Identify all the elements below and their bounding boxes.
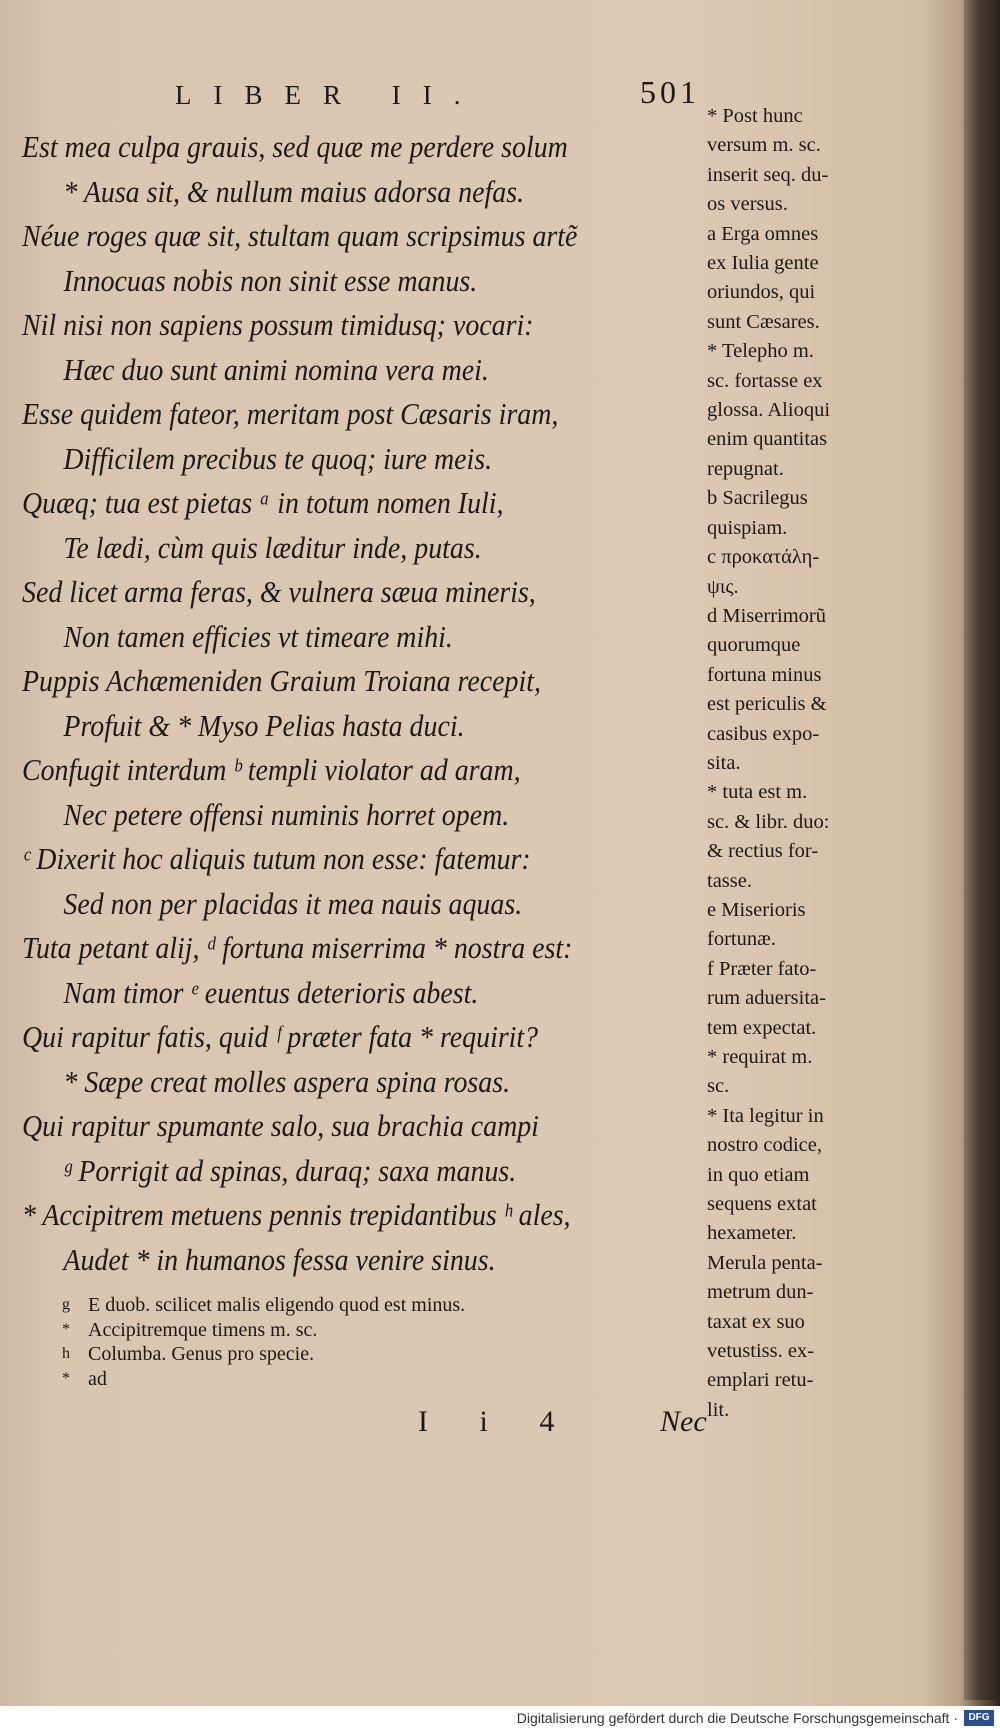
verse-block xyxy=(22,125,643,1282)
marginal-note-line: * Post hunc xyxy=(707,105,803,127)
footnotes xyxy=(62,1293,662,1391)
marginal-note-line: d Miserrimorũ xyxy=(707,604,826,627)
marginal-note-line: repugnat. xyxy=(707,457,784,480)
marginal-note-line: f Præter fato- xyxy=(707,957,817,980)
marginal-note-line: sunt Cæsares. xyxy=(707,310,820,333)
catchword: Nec xyxy=(660,1405,707,1438)
verse-line: Innocuas nobis non sinit esse manus. xyxy=(63,262,478,298)
footnote-text: Accipitremque timens m. sc. xyxy=(88,1318,318,1341)
marginal-note-line: lit. xyxy=(707,1398,730,1421)
verse-line: Quæq; tua est pietas ᵃ in totum nomen Iuli, xyxy=(22,485,504,520)
verse-line: Hæc duo sunt animi nomina vera mei. xyxy=(63,351,489,387)
signature-mark: I i 4 xyxy=(418,1405,577,1438)
marginal-note-line: sita. xyxy=(707,751,741,774)
marginal-note-line: emplari retu- xyxy=(707,1369,814,1392)
verse-line: * Ausa sit, & nullum maius adorsa nefas. xyxy=(63,173,525,209)
marginal-note-line: tem expectat. xyxy=(707,1016,817,1039)
running-title: LIBER II. xyxy=(175,80,483,110)
footnote-text: ad xyxy=(88,1367,107,1390)
verse-line: Nam timor ᵉ euentus deterioris abest. xyxy=(63,974,479,1010)
footnote xyxy=(62,1367,662,1392)
marginal-note-line: b Sacrilegus xyxy=(707,487,808,510)
verse-line: Non tamen efficies vt timeare mihi. xyxy=(63,618,453,654)
marginal-note-line: ψις. xyxy=(707,575,739,598)
marginal-note-line: oriundos, qui xyxy=(707,281,816,304)
footnote xyxy=(62,1342,662,1367)
footnote-mark: * xyxy=(62,1369,70,1387)
footnote xyxy=(62,1318,662,1343)
marginal-note-line: sc. & libr. duo: xyxy=(707,810,830,833)
marginal-note-line: sequens extat xyxy=(707,1193,817,1216)
marginal-note-line: taxat ex suo xyxy=(707,1310,805,1333)
footnote-mark: h xyxy=(62,1345,70,1362)
verse-line: Audet * in humanos fessa venire sinus. xyxy=(63,1241,496,1277)
marginal-note-line: quispiam. xyxy=(707,516,788,539)
verse-line: Te lædi, cùm quis læditur inde, putas. xyxy=(63,529,482,565)
marginal-note-line: inserit seq. du- xyxy=(707,163,829,186)
marginal-note-line: tasse. xyxy=(707,869,752,892)
marginal-note-line: * tuta est m. xyxy=(707,781,808,804)
verse-line: * Sæpe creat molles aspera spina rosas. xyxy=(63,1063,511,1099)
marginal-note-line: quorumque xyxy=(707,634,801,657)
verse-line: Puppis Achæmeniden Graium Troiana recepit, xyxy=(22,663,541,698)
book-page-edge xyxy=(964,0,1000,1700)
marginal-note-line: casibus expo- xyxy=(707,722,820,745)
verse-line: Difficilem precibus te quoq; iure meis. xyxy=(63,440,493,476)
marginal-note-line: * Ita legitur in xyxy=(707,1104,824,1127)
marginal-note-line: ex Iulia gente xyxy=(707,252,819,275)
verse-line: ᶜ Dixerit hoc aliquis tutum non esse: fatemur: xyxy=(22,841,531,876)
verse-line: Nec petere offensi numinis horret opem. xyxy=(63,796,510,832)
verse-line: Confugit interdum ᵇ templi violator ad aram, xyxy=(22,752,521,787)
marginal-note-line: fortunæ. xyxy=(707,928,776,951)
marginal-note-line: * requirat m. xyxy=(707,1046,813,1068)
footnote-text: Columba. Genus pro specie. xyxy=(88,1343,315,1365)
footnote xyxy=(62,1293,662,1318)
footnote-text: E duob. scilicet malis eligendo quod est minus. xyxy=(88,1294,466,1316)
verse-line: Sed non per placidas it mea nauis aquas. xyxy=(63,885,523,921)
verse-line: Sed licet arma feras, & vulnera sæua mineris, xyxy=(22,574,536,609)
marginal-note-line: & rectius for- xyxy=(707,840,819,863)
marginal-note-line: metrum dun- xyxy=(707,1281,814,1304)
marginal-note-line: sc. xyxy=(707,1075,730,1098)
marginal-note-line: hexameter. xyxy=(707,1222,797,1245)
running-header xyxy=(175,74,700,111)
marginal-note-line: * Telepho m. xyxy=(707,340,814,363)
marginal-note-line: est periculis & xyxy=(707,693,827,716)
marginal-note-line: vetustiss. ex- xyxy=(707,1340,815,1363)
footnote-mark: * xyxy=(62,1320,70,1338)
verse-line: Profuit & * Myso Pelias hasta duci. xyxy=(63,707,465,743)
marginal-note-line: os versus. xyxy=(707,193,788,216)
marginal-note-line: nostro codice, xyxy=(707,1134,822,1157)
marginal-note-line: Merula penta- xyxy=(707,1251,823,1274)
verse-line: Néue roges quæ sit, stultam quam scripsimus artẽ xyxy=(22,218,578,253)
verse-line: ᵍ Porrigit ad spinas, duraq; saxa manus. xyxy=(63,1152,517,1188)
marginal-note-line: glossa. Alioqui xyxy=(707,399,831,422)
marginal-note-line: a Erga omnes xyxy=(707,222,819,245)
marginal-note-line: sc. fortasse ex xyxy=(707,369,823,392)
dfg-logo: DFG xyxy=(964,1710,994,1726)
marginal-note-line: fortuna minus xyxy=(707,663,822,686)
verse-line: * Accipitrem metuens pennis trepidantibus ʰ ales, xyxy=(22,1197,571,1232)
marginal-note-line: e Miserioris xyxy=(707,898,806,921)
marginal-note-line: rum aduersita- xyxy=(707,987,826,1010)
marginal-note-line: in quo etiam xyxy=(707,1163,810,1186)
marginal-note-line: enim quantitas xyxy=(707,428,828,451)
marginal-note-line: c προκατάλη- xyxy=(707,546,820,569)
verse-line: Tuta petant alij, ᵈ fortuna miserrima * nostra est: xyxy=(22,930,573,965)
verse-line: Esse quidem fateor, meritam post Cæsaris iram, xyxy=(22,396,559,431)
verse-line: Est mea culpa grauis, sed quæ me perdere solum xyxy=(22,129,568,164)
funding-credit: Digitalisierung gefördert durch die Deutsche Forschungsgemeinschaft · xyxy=(516,1710,958,1726)
marginal-note-line: versum m. sc. xyxy=(707,134,821,157)
footnote-mark: g xyxy=(62,1296,70,1313)
marginal-notes xyxy=(707,102,902,1425)
verse-line: Nil nisi non sapiens possum timidusq; vocari: xyxy=(22,307,534,342)
page-number: 501 xyxy=(640,74,700,110)
verse-line: Qui rapitur fatis, quid ᶠ præter fata * requirit? xyxy=(22,1019,539,1054)
verse-line: Qui rapitur spumante salo, sua brachia campi xyxy=(22,1108,539,1143)
digitization-footer xyxy=(0,1706,1000,1732)
